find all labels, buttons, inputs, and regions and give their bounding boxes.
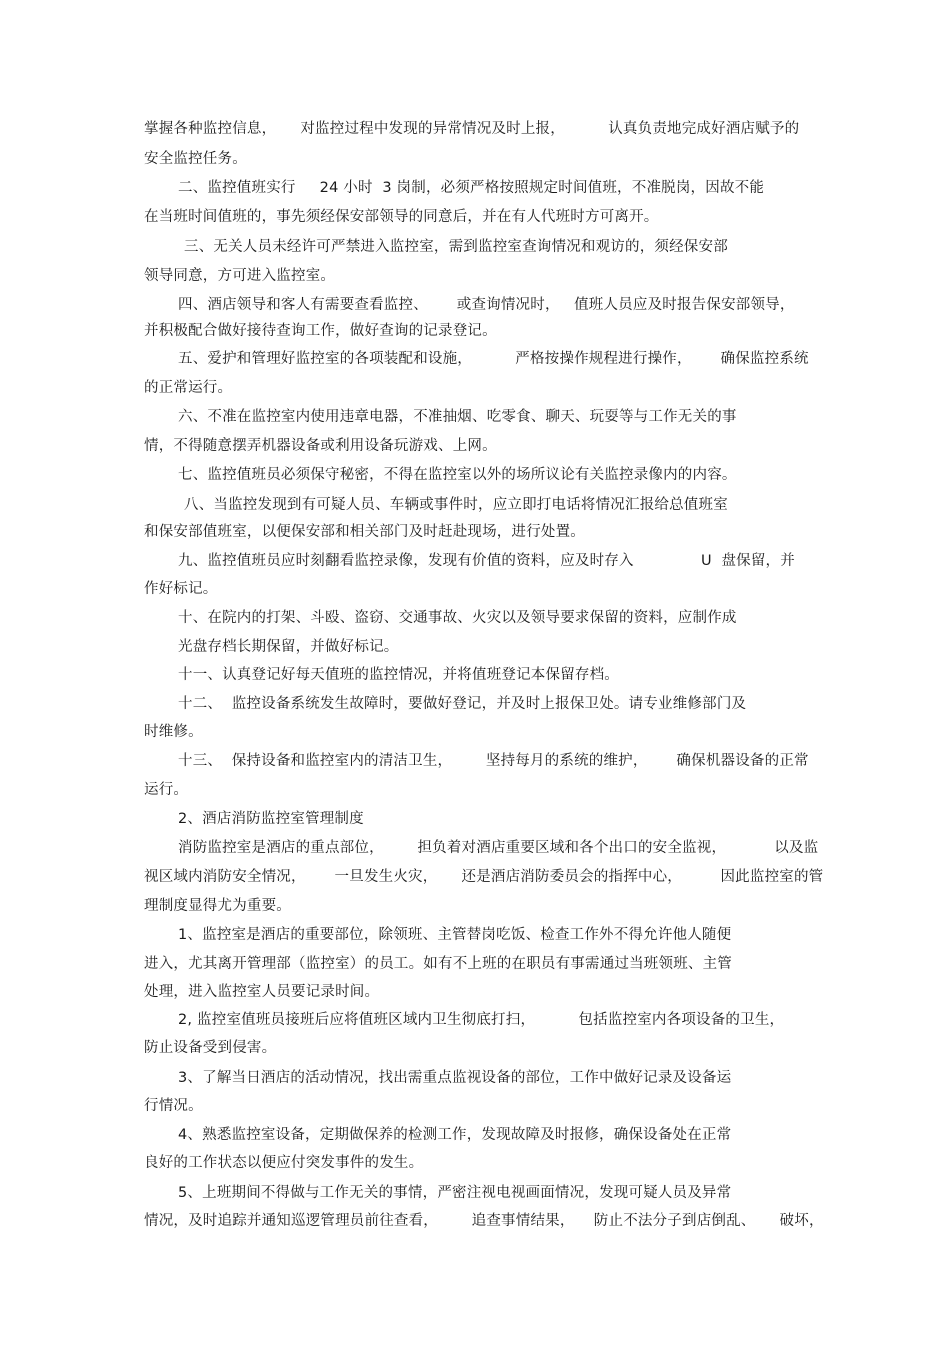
text-line: 七、监控值班员必须保守秘密，不得在监控室以外的场所议论有关监控录像内的内容。: [178, 467, 737, 483]
text-line: 情，不得随意摆弄机器设备或利用设备玩游戏、上网。: [144, 438, 497, 454]
text-line: 理制度显得尤为重要。: [144, 898, 291, 914]
text-line: 运行。: [144, 782, 189, 798]
text-line: 2, 监控室值班员接班后应将值班区域内卫生彻底打扫， 包括监控室内各项设备的卫生，: [178, 1012, 785, 1028]
text-line: 在当班时间值班的，事先须经保安部领导的同意后，并在有人代班时方可离开。: [144, 209, 659, 225]
text-line: 作好标记。: [144, 581, 218, 597]
text-line: 防止设备受到侵害。: [144, 1040, 277, 1056]
text-line: 九、监控值班员应时刻翻看监控录像，发现有价值的资料，应及时存入 U 盘保留，并: [178, 553, 795, 569]
text-line: 十三、 保持设备和监控室内的清洁卫生， 坚持每月的系统的维护， 确保机器设备的正常: [178, 753, 809, 769]
text-line: 领导同意，方可进入监控室。: [144, 268, 336, 284]
text-line: 的正常运行。: [144, 380, 233, 396]
text-line: 5、上班期间不得做与工作无关的事情，严密注视电视画面情况，发现可疑人员及异常: [178, 1185, 732, 1201]
text-line: 十一、认真登记好每天值班的监控情况，并将值班登记本保留存档。: [178, 667, 619, 683]
text-line: 三、无关人员未经许可严禁进入监控室，需到监控室查询情况和观访的，须经保安部: [184, 239, 728, 255]
text-line: 行情况。: [144, 1098, 203, 1114]
text-line: 良好的工作状态以便应付突发事件的发生。: [144, 1155, 424, 1171]
text-line: 并积极配合做好接待查询工作，做好查询的记录登记。: [144, 323, 497, 339]
text-line: 十二、 监控设备系统发生故障时，要做好登记，并及时上报保卫处。请专业维修部门及: [178, 696, 747, 712]
text-line: 1、监控室是酒店的重要部位，除领班、主管替岗吃饭、检查工作外不得允许他人随便: [178, 927, 732, 943]
text-line: 情况，及时追踪并通知巡逻管理员前往查看， 追查事情结果， 防止不法分子到店倒乱、 破坏，: [144, 1213, 824, 1229]
text-line: 4、熟悉监控室设备，定期做保养的检测工作，发现故障及时报修，确保设备处在正常: [178, 1127, 732, 1143]
text-line: 五、爱护和管理好监控室的各项装配和设施， 严格按操作规程进行操作， 确保监控系统: [178, 351, 809, 367]
text-line: 和保安部值班室，以便保安部和相关部门及时赶赴现场，进行处置。: [144, 524, 585, 540]
text-line: 视区域内消防安全情况， 一旦发生火灾， 还是酒店消防委员会的指挥中心， 因此监控室的管: [144, 869, 824, 885]
text-line: 3、了解当日酒店的活动情况，找出需重点监视设备的部位，工作中做好记录及设备运: [178, 1070, 732, 1086]
text-line: 2、酒店消防监控室管理制度: [178, 811, 364, 827]
text-line: 四、酒店领导和客人有需要查看监控、 或查询情况时， 值班人员应及时报告保安部领导，: [178, 297, 795, 313]
text-line: 掌握各种监控信息， 对监控过程中发现的异常情况及时上报， 认真负责地完成好酒店赋予的: [144, 121, 800, 137]
text-line: 进入，尤其离开管理部（监控室）的员工。如有不上班的在职员有事需通过当班领班、主管: [144, 956, 732, 972]
text-line: 安全监控任务。: [144, 151, 247, 167]
text-line: 光盘存档长期保留，并做好标记。: [178, 639, 399, 655]
text-line: 处理，进入监控室人员要记录时间。: [144, 984, 380, 1000]
text-line: 二、监控值班实行 24 小时 3 岗制，必须严格按照规定时间值班，不准脱岗，因故不能: [178, 180, 765, 196]
text-line: 时维修。: [144, 724, 203, 740]
text-line: 八、当监控发现到有可疑人员、车辆或事件时，应立即打电话将情况汇报给总值班室: [184, 497, 728, 513]
text-line: 六、不准在监控室内使用违章电器，不准抽烟、吃零食、聊天、玩耍等与工作无关的事: [178, 409, 737, 425]
text-line: 消防监控室是酒店的重点部位， 担负着对酒店重要区域和各个出口的安全监视， 以及监: [178, 840, 819, 856]
text-line: 十、在院内的打架、斗殴、盗窃、交通事故、火灾以及领导要求保留的资料，应制作成: [178, 610, 737, 626]
